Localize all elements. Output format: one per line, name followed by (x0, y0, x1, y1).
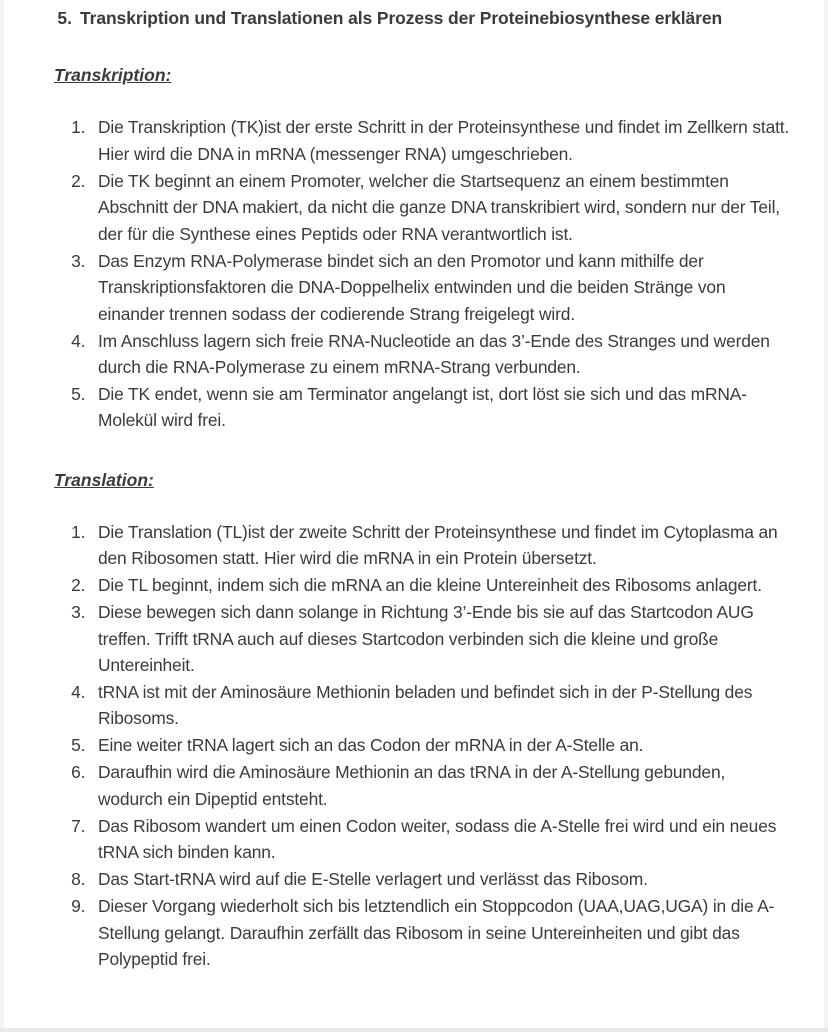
list-item: 4. tRNA ist mit der Aminosäure Methionin beladen und befindet sich in der P-Stellung des Ribosoms. (90, 679, 792, 732)
list-item: 5. Die TK endet, wenn sie am Terminator angelangt ist, dort löst sie sich und das mRNA-Molekül wird frei. (90, 381, 792, 434)
list-item: 8. Das Start-tRNA wird auf die E-Stelle verlagert und verlässt das Ribosom. (90, 866, 792, 892)
list-item: 2. Die TK beginnt an einem Promoter, welcher die Startsequenz an einem bestimmten Abschnitt der DNA makiert, da nicht die ganze DNA transkribiert wird, sondern nur der Teil, der für die Synthese eines Peptids oder RNA verantwortlich ist. (90, 168, 792, 247)
list-item: 4. Im Anschluss lagern sich freie RNA-Nucleotide an das 3’-Ende des Stranges und werden durch die RNA-Polymerase zu einem mRNA-Strang verbunden. (90, 328, 792, 381)
list-item: 6. Daraufhin wird die Aminosäure Methionin an das tRNA in der A-Stellung gebunden, wodurch ein Dipeptid entsteht. (90, 759, 792, 812)
list-item: 1. Die Transkription (TK)ist der erste Schritt in der Proteinsynthese und findet im Zellkern statt. Hier wird die DNA in mRNA (messenger RNA) umgeschrieben. (90, 114, 792, 167)
page-left-edge (0, 0, 4, 1032)
list-item: 7. Das Ribosom wandert um einen Codon weiter, sodass die A-Stelle frei wird und ein neues tRNA sich binden kann. (90, 813, 792, 866)
page-title-number: 5. (57, 8, 72, 28)
list-item: 3. Das Enzym RNA-Polymerase bindet sich an den Promotor und kann mithilfe der Transkriptionsfaktoren die DNA-Doppelhelix entwinden und die beiden Stränge von einander trennen sodass der codierende Strang freigelegt wird. (90, 248, 792, 327)
section-heading-translation: Translation: (54, 469, 154, 490)
list-item: 1. Die Translation (TL)ist der zweite Schritt der Proteinsynthese und findet im Cytoplasma an den Ribosomen statt. Hier wird die mRNA in ein Protein übersetzt. (90, 519, 792, 572)
list-item: 3. Diese bewegen sich dann solange in Richtung 3’-Ende bis sie auf das Startcodon AUG treffen. Trifft tRNA auch auf dieses Startcodon verbinden sich die kleine und große Untereinheit. (90, 599, 792, 678)
list-item: 2. Die TL beginnt, indem sich die mRNA an die kleine Untereinheit des Ribosoms anlagert. (90, 572, 792, 598)
list-item: 5. Eine weiter tRNA lagert sich an das Codon der mRNA in der A-Stelle an. (90, 732, 792, 758)
page-right-edge (824, 0, 828, 1032)
list-item: 9. Dieser Vorgang wiederholt sich bis letztendlich ein Stoppcodon (UAA,UAG,UGA) in die A-Stellung gelangt. Daraufhin zerfällt das Ribosom in seine Untereinheiten und gibt das Polypeptid frei. (90, 893, 792, 972)
page-title-text: Transkription und Translationen als Prozess der Proteinebiosynthese erklären (80, 8, 723, 28)
translation-step-list (46, 519, 792, 973)
transkription-step-list (46, 114, 792, 433)
page-title (46, 0, 792, 31)
section-heading-transkription: Transkription: (54, 65, 172, 86)
page-bottom-divider (0, 1028, 828, 1032)
